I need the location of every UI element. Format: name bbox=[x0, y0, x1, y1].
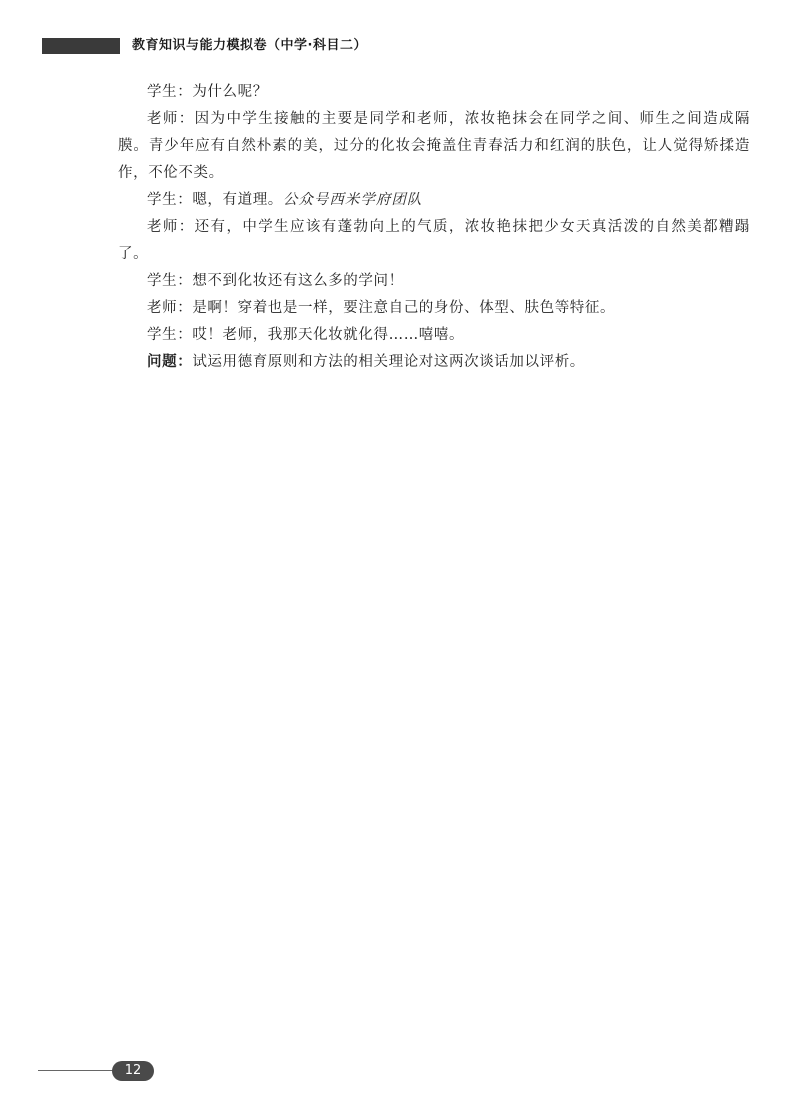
speaker-label: 老师： bbox=[147, 300, 193, 316]
question-text: 试运用德育原则和方法的相关理论对这两次谈话加以评析。 bbox=[192, 354, 585, 370]
speaker-label: 老师： bbox=[147, 111, 195, 127]
running-header-title: 教育知识与能力模拟卷（中学·科目二） bbox=[132, 38, 367, 53]
footer-rule bbox=[38, 1070, 116, 1071]
dialogue-text: 想不到化妆还有这么多的学问！ bbox=[192, 273, 404, 289]
dialogue-text: 哎！老师，我那天化妆就化得……嘻嘻。 bbox=[192, 327, 465, 343]
dialogue-line-student bbox=[118, 79, 750, 106]
speaker-label: 学生： bbox=[147, 84, 193, 100]
dialogue-line-teacher bbox=[118, 295, 750, 322]
dialogue-line-teacher bbox=[118, 106, 750, 187]
dialogue-line-teacher bbox=[118, 214, 750, 268]
dialogue-text: 因为中学生接触的主要是同学和老师，浓妆艳抹会在同学之间、师生之间造成隔膜。青少年应有自然朴素的美，过分的化妆会掩盖住青春活力和红润的肤色，让人觉得矫揉造作，不伦不类。 bbox=[118, 111, 750, 181]
page-number-badge: 12 bbox=[112, 1061, 154, 1081]
speaker-label: 老师： bbox=[147, 219, 195, 235]
dialogue-line-student bbox=[118, 322, 750, 349]
dialogue-text: 是啊！穿着也是一样，要注意自己的身份、体型、肤色等特征。 bbox=[192, 300, 616, 316]
page-content bbox=[118, 79, 750, 376]
speaker-label: 学生： bbox=[147, 327, 193, 343]
watermark-text: 公众号西米学府团队 bbox=[282, 192, 423, 208]
dialogue-line-student bbox=[118, 268, 750, 295]
dialogue-line-student bbox=[118, 187, 750, 214]
header-decoration-bar bbox=[42, 38, 120, 54]
speaker-label: 学生： bbox=[147, 192, 193, 208]
dialogue-text: 为什么呢？ bbox=[192, 84, 268, 100]
question-label: 问题： bbox=[147, 354, 193, 370]
dialogue-text: 嗯，有道理。 bbox=[192, 192, 283, 208]
speaker-label: 学生： bbox=[147, 273, 193, 289]
question-line bbox=[118, 349, 750, 376]
dialogue-text: 还有，中学生应该有蓬勃向上的气质，浓妆艳抹把少女天真活泼的自然美都糟蹋了。 bbox=[118, 219, 750, 262]
